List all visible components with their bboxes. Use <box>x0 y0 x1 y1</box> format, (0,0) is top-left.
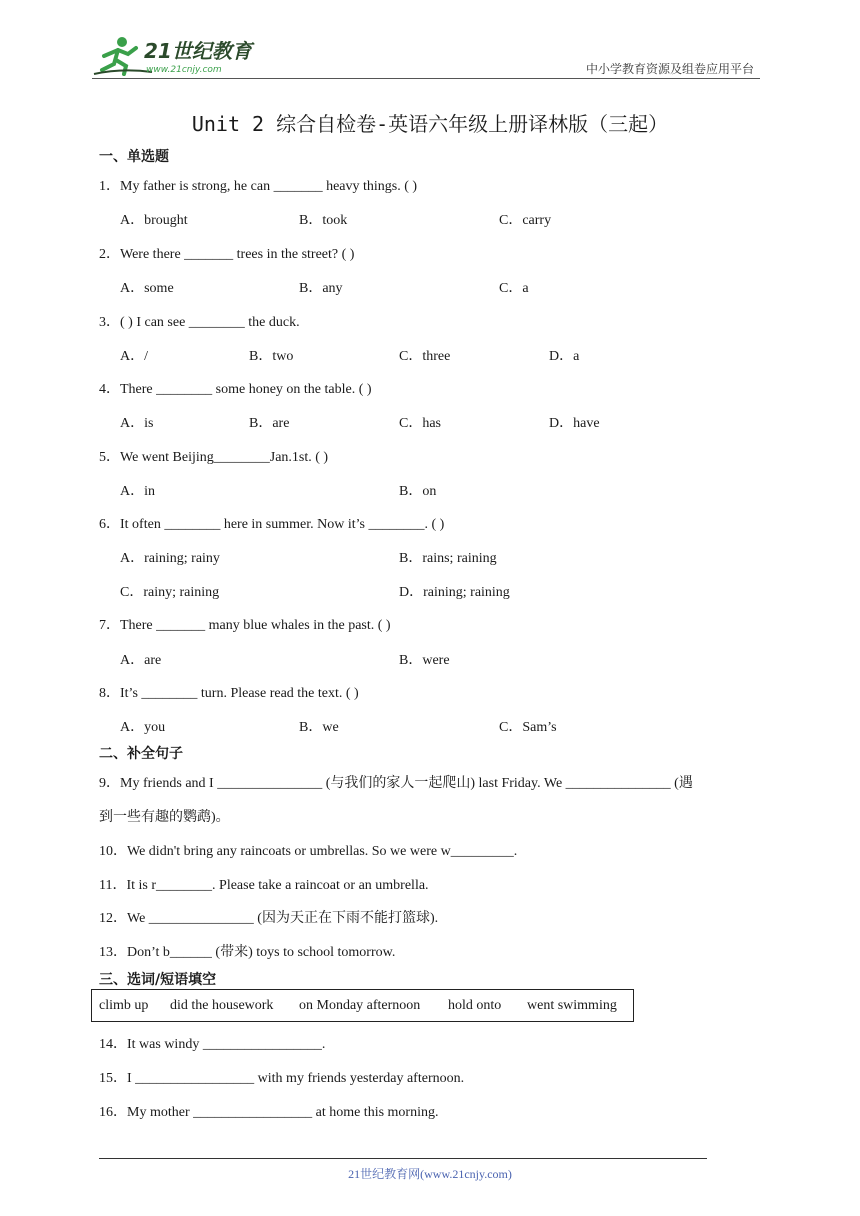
header-platform-text: 中小学教育资源及组卷应用平台 <box>585 62 754 76</box>
question-14: 14．It was windy _________________. <box>99 1037 326 1052</box>
site-logo <box>92 34 262 78</box>
q2-option-c[interactable]: C．a <box>499 281 529 296</box>
question-6: 6．It often ________ here in summer. Now it’s ________. ( ) <box>99 517 445 532</box>
q3-option-d[interactable]: D．a <box>549 349 580 364</box>
question-8: 8．It’s ________ turn. Please read the text. ( ) <box>99 686 359 701</box>
question-9-line2: 到一些有趣的鹦鹉)。 <box>99 810 230 825</box>
q3-option-b[interactable]: B．two <box>249 349 294 364</box>
q4-option-c[interactable]: C．has <box>399 416 441 431</box>
page-title: Unit 2 综合自检卷-英语六年级上册译林版（三起） <box>191 112 669 136</box>
question-13: 13．Don’t b______ (带来) toys to school tomorrow. <box>99 945 396 960</box>
question-15: 15．I _________________ with my friends yesterday afternoon. <box>99 1071 465 1086</box>
q8-option-c[interactable]: C．Sam’s <box>499 720 557 735</box>
logo-url: www.21cnjy.com <box>146 65 222 75</box>
word-bank-item: climb up <box>99 998 149 1013</box>
q4-option-a[interactable]: A．is <box>120 416 154 431</box>
section-heading-single-choice: 一、单选题 <box>99 149 169 165</box>
question-11: 11．It is r________. Please take a raincoat or an umbrella. <box>99 878 429 893</box>
q8-option-a[interactable]: A．you <box>120 720 166 735</box>
word-bank-box <box>91 989 634 1022</box>
word-bank-item: went swimming <box>527 998 617 1013</box>
q5-option-b[interactable]: B．on <box>399 484 437 499</box>
word-bank-item: hold onto <box>448 998 502 1013</box>
q6-option-d[interactable]: D．raining; raining <box>399 585 510 600</box>
question-16: 16．My mother _________________ at home this morning. <box>99 1105 439 1120</box>
q6-option-a[interactable]: A．raining; rainy <box>120 551 220 566</box>
q1-option-b[interactable]: B．took <box>299 213 348 228</box>
q2-option-a[interactable]: A．some <box>120 281 174 296</box>
word-bank-item: on Monday afternoon <box>299 998 421 1013</box>
q8-option-b[interactable]: B．we <box>299 720 339 735</box>
q2-option-b[interactable]: B．any <box>299 281 343 296</box>
q6-option-c[interactable]: C．rainy; raining <box>120 585 220 600</box>
section-heading-complete-sentences: 二、补全句子 <box>99 746 183 762</box>
question-7: 7．There _______ many blue whales in the past. ( ) <box>99 618 391 633</box>
question-4: 4．There ________ some honey on the table. ( ) <box>99 382 372 397</box>
question-10: 10．We didn't bring any raincoats or umbrellas. So we were w_________. <box>99 844 518 859</box>
question-1: 1．My father is strong, he can _______ heavy things. ( ) <box>99 179 418 194</box>
q7-option-b[interactable]: B．were <box>399 653 450 668</box>
footer-divider <box>99 1158 707 1159</box>
q4-option-b[interactable]: B．are <box>249 416 290 431</box>
q1-option-a[interactable]: A．brought <box>120 213 188 228</box>
q7-option-a[interactable]: A．are <box>120 653 162 668</box>
question-3: 3．( ) I can see ________ the duck. <box>99 315 300 330</box>
footer-link[interactable]: 21世纪教育网(www.21cnjy.com) <box>348 1167 512 1181</box>
section-heading-word-fill: 三、选词/短语填空 <box>99 972 217 988</box>
q1-option-c[interactable]: C．carry <box>499 213 552 228</box>
question-12: 12．We _______________ (因为天正在下雨不能打篮球). <box>99 911 439 926</box>
logo-text: 21世纪教育 <box>144 39 252 63</box>
question-5: 5．We went Beijing________Jan.1st. ( ) <box>99 450 329 465</box>
header-divider <box>92 78 760 79</box>
q3-option-c[interactable]: C．three <box>399 349 451 364</box>
q4-option-d[interactable]: D．have <box>549 416 600 431</box>
q5-option-a[interactable]: A．in <box>120 484 155 499</box>
question-9-line1: 9．My friends and I _______________ (与我们的家人一起爬山) last Friday. We _______________ (遇 <box>99 776 693 791</box>
word-bank-item: did the housework <box>170 998 274 1013</box>
q3-option-a[interactable]: A．/ <box>120 349 148 364</box>
q6-option-b[interactable]: B．rains; raining <box>399 551 497 566</box>
question-2: 2．Were there _______ trees in the street? ( ) <box>99 247 355 262</box>
